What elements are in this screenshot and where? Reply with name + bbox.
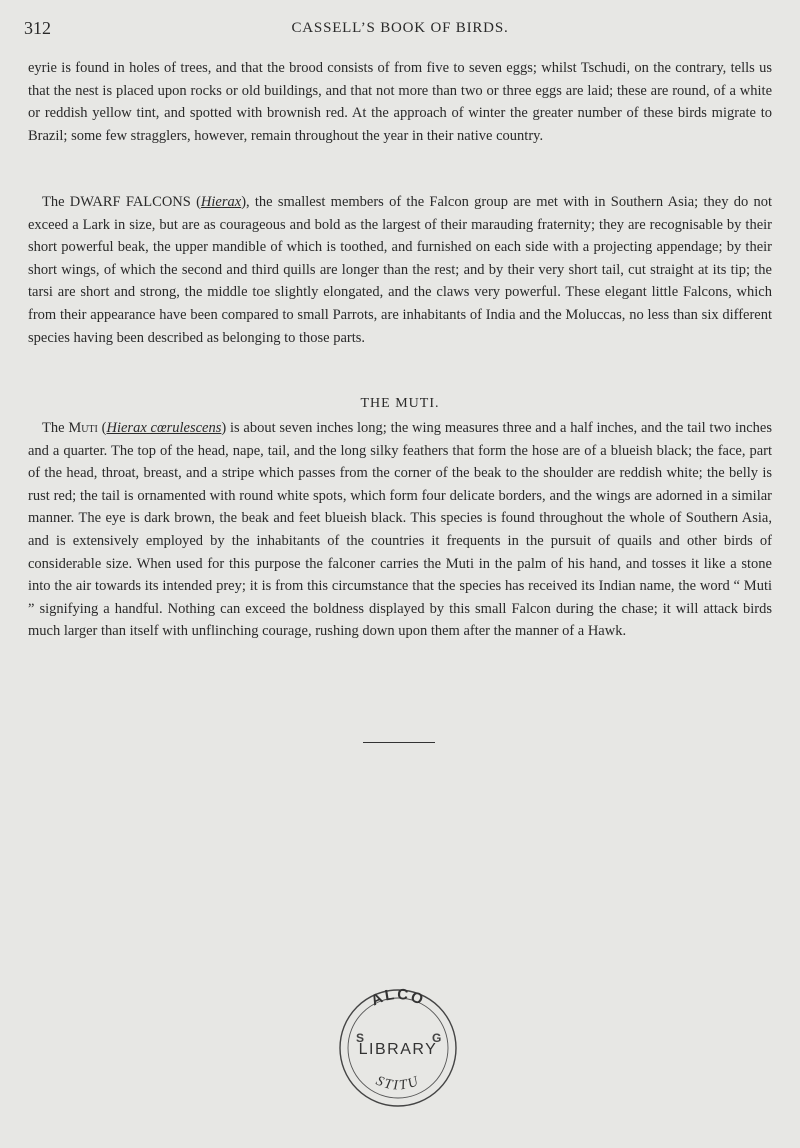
text-run: ( xyxy=(97,420,107,436)
svg-text:ALCO xyxy=(368,986,427,1010)
library-stamp xyxy=(334,972,462,1112)
svg-text:STITU xyxy=(374,1074,423,1094)
text-run: The DWARF FALCONS ( xyxy=(42,194,201,210)
section-divider xyxy=(363,742,435,743)
paragraph-muti xyxy=(28,417,772,643)
stamp-right-fragment: G xyxy=(432,1031,442,1045)
species-name: Hierax cœrulescens xyxy=(106,420,222,436)
bird-name: Muti xyxy=(68,420,98,436)
stamp-top-text: ALCO xyxy=(368,985,428,1010)
paragraph-text: eyrie is found in holes of trees, and that the brood consists of from five to seven eggs; whilst Tschudi, on the contrary, tells us that the nest is placed upon rocks or old buildings, and that not more than two or three eggs are laid; these are round, of a white or reddish yellow tint, and spotted with brownish red. At the approach of winter the greater number of these birds migrate to Brazil; some few stragglers, however, remain throughout the year in their native country. xyxy=(28,60,772,144)
section-heading: THE MUTI. xyxy=(360,396,440,411)
page-header xyxy=(24,18,776,46)
text-run: ), the smallest members of the Falcon group are met with in Southern Asia; they do not exceed a Lark in size, but are as courageous and bold as the largest of their marauding fraternity; they are recognisable by their short powerful beak, the upper mandible of which is toothed, and furnished on each side with a projecting appendage; by their short wings, of which the second and third quills are longer than the rest; and by their very short tail, cut straight at its tip; the tarsi are short and strong, the middle toe slightly elongated, and the claws very powerful. These elegant little Falcons, which from their appearance have been compared to small Parrots, are inhabitants of India and the Moluccas, no less than six different species having been described as belonging to those parts. xyxy=(28,194,772,346)
text-run: ) is about seven inches long; the wing measures three and a half inches, and the tail two inches and a quarter. The top of the head, nape, tail, and the long silky feathers that form the hose are of a blueish black; the face, part of the head, throat, breast, and a stripe which passes from the corner of the beak to the shoulder are reddish white; the belly is rust red; the tail is ornamented with round white spots, which form four delicate borders, and the wings are adorned in a similar manner. The eye is dark brown, the beak and feet blueish black. This species is found throughout the whole of Southern Asia, and is extensively employed by the inhabitants of the countries it frequents in the pursuit of quails and other birds of considerable size. When used for this purpose the falconer carries the Muti in the palm of his hand, and tosses it like a stone into the air towards its intended prey; it is from this circumstance that the species has received its Indian name, the word “ Muti ” signifying a handful. Nothing can exceed the boldness displayed by this small Falcon during the chase; it will attack birds much larger than itself with unflinching courage, rushing down upon them after the manner of a Hawk. xyxy=(28,420,772,640)
page-number: 312 xyxy=(24,18,51,38)
genus-name: Hierax xyxy=(200,194,242,210)
running-head: CASSELL’S BOOK OF BIRDS. xyxy=(291,20,509,36)
stamp-center-text: LIBRARY xyxy=(358,1041,438,1058)
stamp-bottom-text: STITU xyxy=(373,1073,423,1094)
paragraph-eyrie xyxy=(28,57,772,147)
text-run: The xyxy=(42,420,69,436)
stamp-left-fragment: S xyxy=(356,1031,365,1045)
paragraph-dwarf-falcons xyxy=(28,191,772,349)
